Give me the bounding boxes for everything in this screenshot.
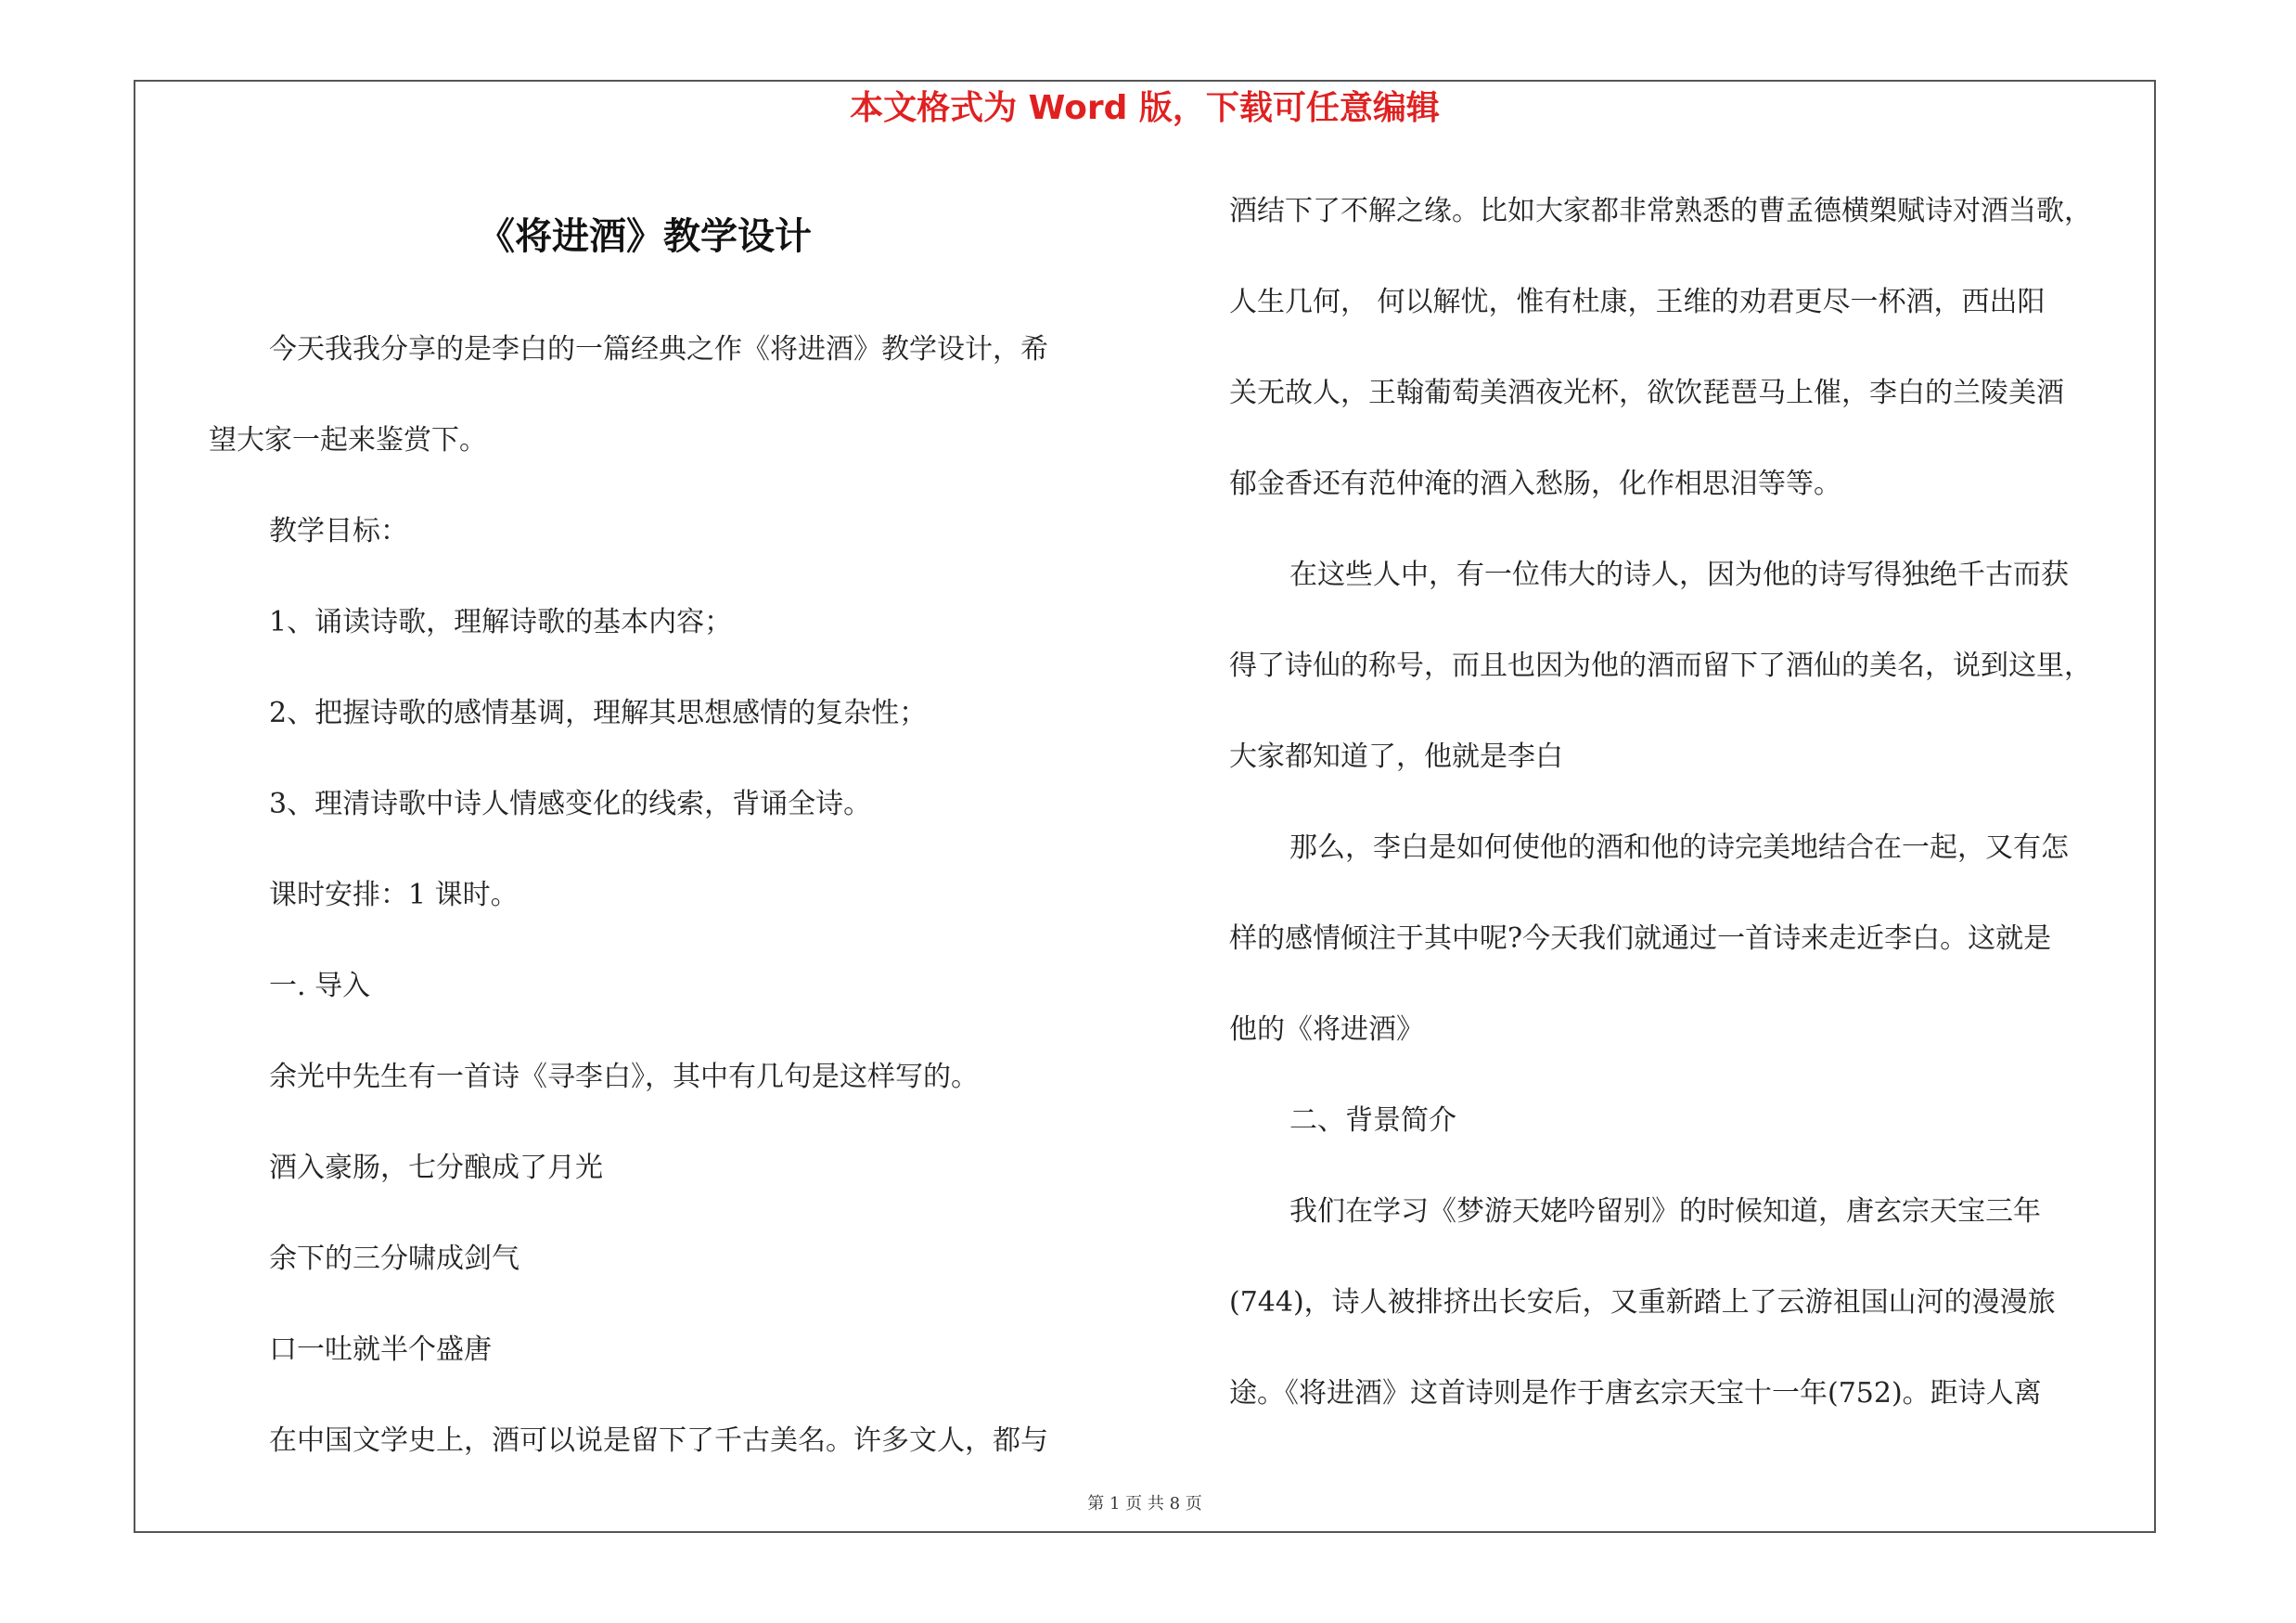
paragraph-line: 人生几何， 何以解忧，惟有杜康，王维的劝君更尽一杯酒，西出阳 <box>1229 286 2046 318</box>
paragraph-line: 郁金香还有范仲淹的酒入愁肠，化作相思泪等等。 <box>1229 468 1841 500</box>
paragraph-line: 口一吐就半个盛唐 <box>269 1333 492 1366</box>
paragraph-line: 课时安排：1 课时。 <box>269 879 519 911</box>
paragraph-line: 教学目标： <box>269 515 408 547</box>
paragraph-line: 酒入豪肠，七分酿成了月光 <box>269 1152 603 1184</box>
paragraph-line: 望大家一起来鉴赏下。 <box>209 424 487 457</box>
paragraph-line: 3、理清诗歌中诗人情感变化的线索，背诵全诗。 <box>269 788 872 820</box>
paragraph-line: 途。《将进酒》这首诗则是作于唐玄宗天宝十一年(752)。距诗人离 <box>1229 1377 2042 1410</box>
paragraph-line: 一. 导入 <box>269 970 371 1002</box>
page-number-footer: 第 1 页 共 8 页 <box>1087 1494 1202 1514</box>
paragraph-line: 余光中先生有一首诗《寻李白》，其中有几句是这样写的。 <box>269 1061 979 1093</box>
paragraph-line: 今天我我分享的是李白的一篇经典之作《将进酒》教学设计，希 <box>269 333 1048 366</box>
paragraph-line: 酒结下了不解之缘。比如大家都非常熟悉的曹孟德横槊赋诗对酒当歌， <box>1229 195 2092 227</box>
paragraph-line: 我们在学习《梦游天姥吟留别》的时候知道，唐玄宗天宝三年 <box>1289 1195 2041 1228</box>
paragraph-line: 2、把握诗歌的感情基调，理解其思想感情的复杂性； <box>269 697 928 729</box>
paragraph-line: 在这些人中，有一位伟大的诗人，因为他的诗写得独绝千古而获 <box>1289 559 2069 591</box>
paragraph-line: 余下的三分啸成剑气 <box>269 1243 519 1275</box>
document-title: 《将进酒》教学设计 <box>478 214 812 258</box>
paragraph-line: 那么，李白是如何使他的酒和他的诗完美地结合在一起，又有怎 <box>1289 831 2069 864</box>
section-heading: 二、背景简介 <box>1289 1104 1456 1137</box>
paragraph-line: 1、诵读诗歌，理解诗歌的基本内容； <box>269 606 733 638</box>
format-banner: 本文格式为 Word 版，下载可任意编辑 <box>850 89 1440 127</box>
paragraph-line: 关无故人，王翰葡萄美酒夜光杯，欲饮琵琶马上催，李白的兰陵美酒 <box>1229 377 2064 409</box>
paragraph-line: 得了诗仙的称号，而且也因为他的酒而留下了酒仙的美名，说到这里， <box>1229 650 2092 682</box>
paragraph-line: 样的感情倾注于其中呢?今天我们就通过一首诗来走近李白。这就是 <box>1229 922 2052 955</box>
paragraph-line: 大家都知道了，他就是李白 <box>1229 741 1563 773</box>
paragraph-line: 他的《将进酒》 <box>1229 1013 1424 1046</box>
paragraph-line: 在中国文学史上，酒可以说是留下了千古美名。许多文人，都与 <box>269 1424 1048 1457</box>
paragraph-line: (744)，诗人被排挤出长安后，又重新踏上了云游祖国山河的漫漫旅 <box>1229 1286 2056 1319</box>
